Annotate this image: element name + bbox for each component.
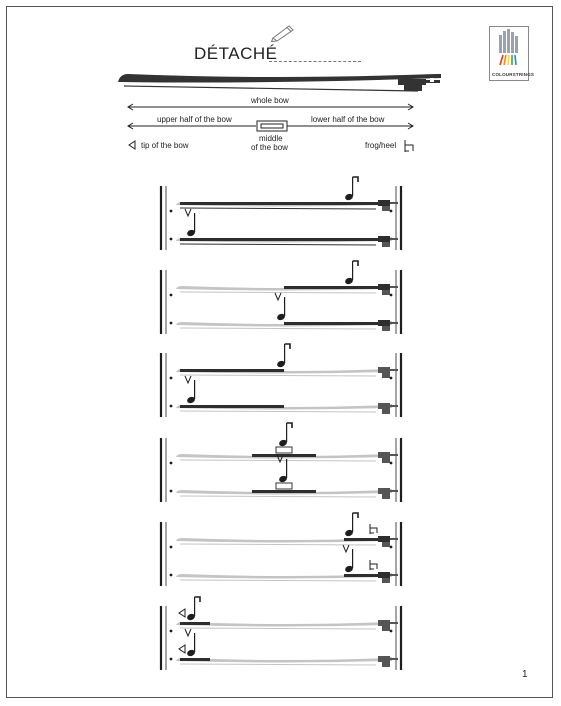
frog-label: frog/heel: [365, 141, 397, 150]
lower-half-label: lower half of the bow: [311, 115, 385, 124]
page-number: 1: [522, 669, 528, 680]
name-write-line: [269, 61, 361, 62]
page-frame: [6, 6, 553, 698]
middle-label-line1: middle: [259, 134, 283, 143]
upper-half-label: upper half of the bow: [157, 115, 232, 124]
middle-label-line2: of the bow: [251, 143, 288, 152]
tip-label: tip of the bow: [141, 141, 189, 150]
page-title: DÉTACHÉ: [194, 44, 278, 63]
colourstrings-logo: [489, 26, 535, 81]
logo-graphic: [490, 27, 528, 67]
whole-bow-label: whole bow: [251, 96, 289, 105]
logo-text: COLOURSTRINGS: [492, 72, 535, 77]
pencil-icon: [270, 22, 296, 42]
